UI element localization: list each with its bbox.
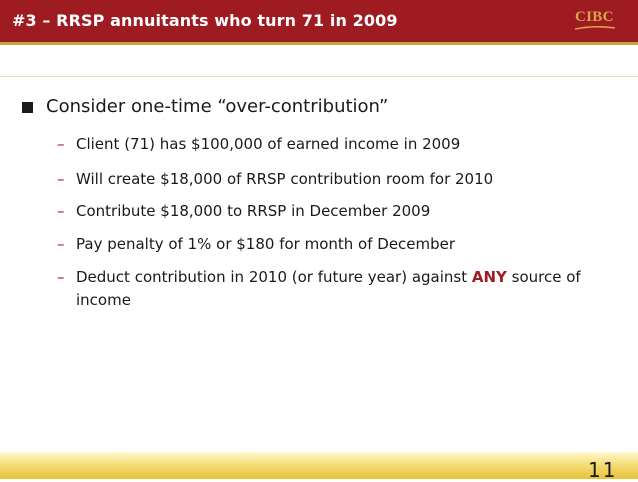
sub-point-text-start: Deduct contribution in 2010 (or future year) against <box>76 268 472 286</box>
sub-point-text: Pay penalty of 1% or $180 for month of December <box>76 235 456 253</box>
square-bullet-icon <box>22 102 33 113</box>
dash-icon: – <box>57 135 65 153</box>
logo-swoosh-icon <box>575 26 615 30</box>
sub-point <box>57 233 617 256</box>
sub-point <box>57 200 617 223</box>
dash-icon: – <box>57 235 65 253</box>
logo-text: CIBC <box>575 9 614 25</box>
page-number: 11 <box>588 458 618 482</box>
divider <box>0 76 638 77</box>
slide-title: #3 – RRSP annuitants who turn 71 in 2009 <box>12 11 398 30</box>
sub-point-text: Contribute $18,000 to RRSP in December 2009 <box>76 202 431 220</box>
footer-band <box>0 452 638 479</box>
sub-point <box>57 266 617 312</box>
sub-point-text: Will create $18,000 of RRSP contribution room for 2010 <box>76 170 494 188</box>
sub-point-text <box>76 266 617 312</box>
dash-icon: – <box>57 268 65 286</box>
header-gold-line <box>0 42 638 45</box>
dash-icon: – <box>57 202 65 220</box>
main-bullet-point <box>22 96 388 117</box>
main-bullet-text: Consider one-time “over-contribution” <box>46 96 389 117</box>
slide-header <box>0 0 638 42</box>
sub-point <box>57 133 617 156</box>
emphasis-any: ANY <box>471 268 507 286</box>
cibc-logo <box>575 9 614 26</box>
sub-point-text: Client (71) has $100,000 of earned income in 2009 <box>76 135 461 153</box>
sub-point <box>57 168 617 191</box>
sub-point-text-end: source of income <box>76 268 581 309</box>
dash-icon: – <box>57 170 65 188</box>
